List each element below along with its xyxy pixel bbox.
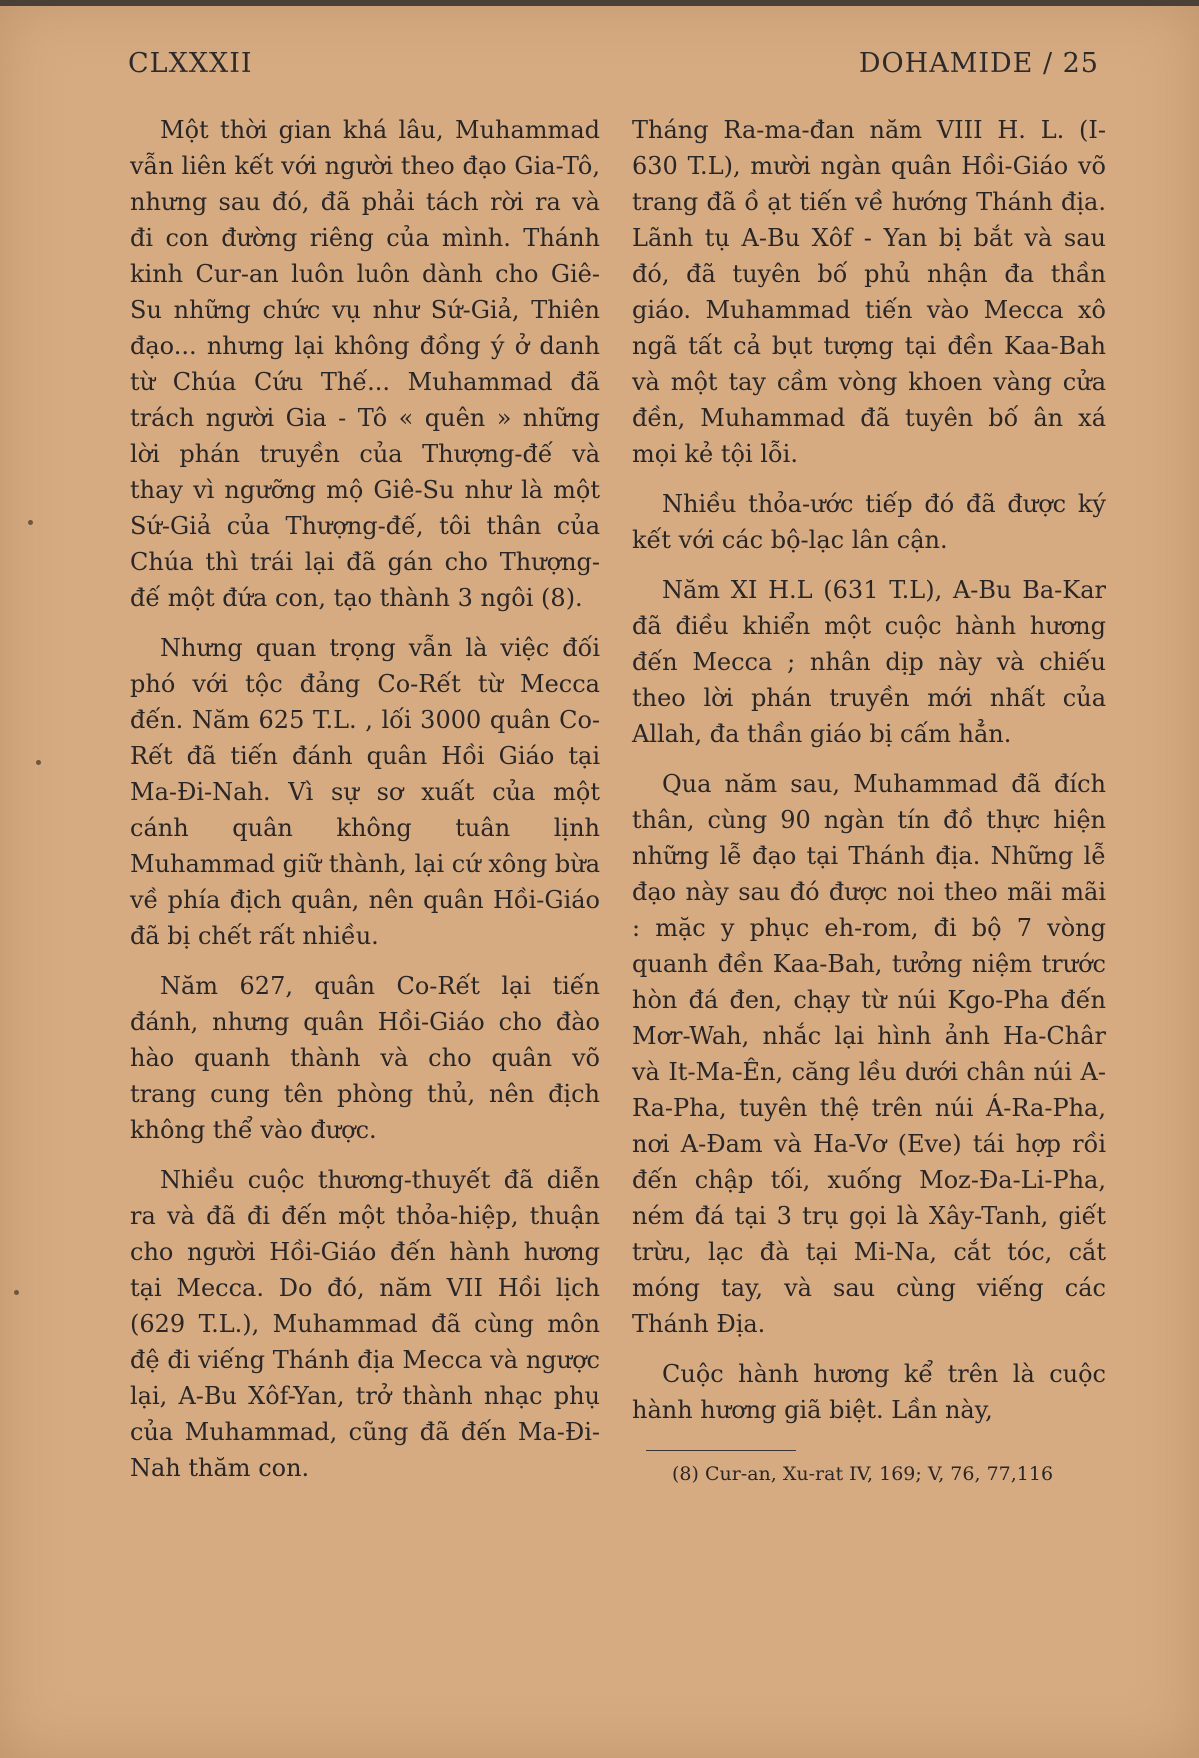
paragraph: Một thời gian khá lâu, Muhammad vẫn liên kết với người theo đạo Gia-Tô, nhưng sau đó, đã phải tách rời ra và đi con đường riêng của mình. Thánh kinh Cur-an luôn luôn dành cho Giê-Su những chức vụ như Sứ-Giả, Thiên đạo... nhưng lại không đồng ý ở danh từ Chúa Cứu Thế... Muhammad đã trách người Gia - Tô « quên » những lời phán truyền của Thượng-đế và thay vì ngưỡng mộ Giê-Su như là một Sứ-Giả của Thượng-đế, tôi thân của Chúa thì trái lại đã gán cho Thượng-đế một đứa con, tạo thành 3 ngôi (8).	[130, 116, 600, 612]
footnote-rule	[646, 1450, 796, 1451]
page-header-right: DOHAMIDE / 25	[858, 48, 1099, 79]
paragraph: Tháng Ra-ma-đan năm VIII H. L. (I-630 T.L), mười ngàn quân Hồi-Giáo võ trang đã ồ ạt tiến về hướng Thánh địa. Lãnh tụ A-Bu Xôf - Yan bị bắt và sau đó, đã tuyên bố phủ nhận đa thần giáo. Muhammad tiến vào Mecca xô ngã tất cả bụt tượng tại đền Kaa-Bah và một tay cầm vòng khoen vàng cửa đền, Muhammad đã tuyên bố ân xá mọi kẻ tội lỗi.	[632, 116, 1106, 468]
page-top-edge	[0, 0, 1199, 6]
right-column	[632, 112, 1106, 1487]
paper-speck	[28, 520, 33, 525]
paragraph: Năm XI H.L (631 T.L), A-Bu Ba-Kar đã điều khiển một cuộc hành hương đến Mecca ; nhân dịp này và chiếu theo lời phán truyền mới nhất của Allah, đa thần giáo bị cấm hẳn.	[632, 576, 1106, 748]
paragraph: Qua năm sau, Muhammad đã đích thân, cùng 90 ngàn tín đồ thực hiện những lễ đạo tại Thánh địa. Những lễ đạo này sau đó được noi theo mãi mãi : mặc y phục eh-rom, đi bộ 7 vòng quanh đền Kaa-Bah, tưởng niệm trước hòn đá đen, chạy từ núi Kgo-Pha đến Mơr-Wah, nhắc lại hình ảnh Ha-Châr và It-Ma-Ên, căng lều dưới chân núi A-Ra-Pha, tuyên thệ trên núi Á-Ra-Pha, nơi A-Đam và Ha-Vơ (Eve) tái hợp rồi đến chập tối, xuống Moz-Đa-Li-Pha, ném đá tại 3 trụ gọi là Xây-Tanh, giết trừu, lạc đà tại Mi-Na, cắt tóc, cắt móng tay, và sau cùng viếng các Thánh Địa.	[632, 770, 1106, 1338]
paragraph: Nhưng quan trọng vẫn là việc đối phó với tộc đảng Co-Rết từ Mecca đến. Năm 625 T.L. , lối 3000 quân Co-Rết đã tiến đánh quân Hồi Giáo tại Ma-Đi-Nah. Vì sự sơ xuất của một cánh quân không tuân lịnh Muhammad giữ thành, lại cứ xông bừa về phía địch quân, nên quân Hồi-Giáo đã bị chết rất nhiều.	[130, 634, 600, 950]
left-column	[130, 112, 600, 1500]
page-header-left: CLXXXII	[128, 48, 253, 79]
paragraph: Năm 627, quân Co-Rết lại tiến đánh, nhưng quân Hồi-Giáo cho đào hào quanh thành và cho quân võ trang cung tên phòng thủ, nên địch không thể vào được.	[130, 972, 600, 1144]
paragraph: Nhiều thỏa-ước tiếp đó đã được ký kết với các bộ-lạc lân cận.	[632, 490, 1106, 554]
paper-speck	[36, 760, 41, 765]
paragraph: Cuộc hành hương kể trên là cuộc hành hương giã biệt. Lần này,	[632, 1360, 1106, 1424]
paper-speck	[14, 1290, 19, 1295]
footnote: (8) Cur-an, Xu-rat IV, 169; V, 76, 77,116	[672, 1463, 1054, 1485]
paragraph: Nhiều cuộc thương-thuyết đã diễn ra và đã đi đến một thỏa-hiệp, thuận cho người Hồi-Giáo đến hành hương tại Mecca. Do đó, năm VII Hồi lịch (629 T.L.), Muhammad đã cùng môn đệ đi viếng Thánh địa Mecca và ngược lại, A-Bu Xôf-Yan, trở thành nhạc phụ của Muhammad, cũng đã đến Ma-Đi-Nah thăm con.	[130, 1166, 600, 1482]
